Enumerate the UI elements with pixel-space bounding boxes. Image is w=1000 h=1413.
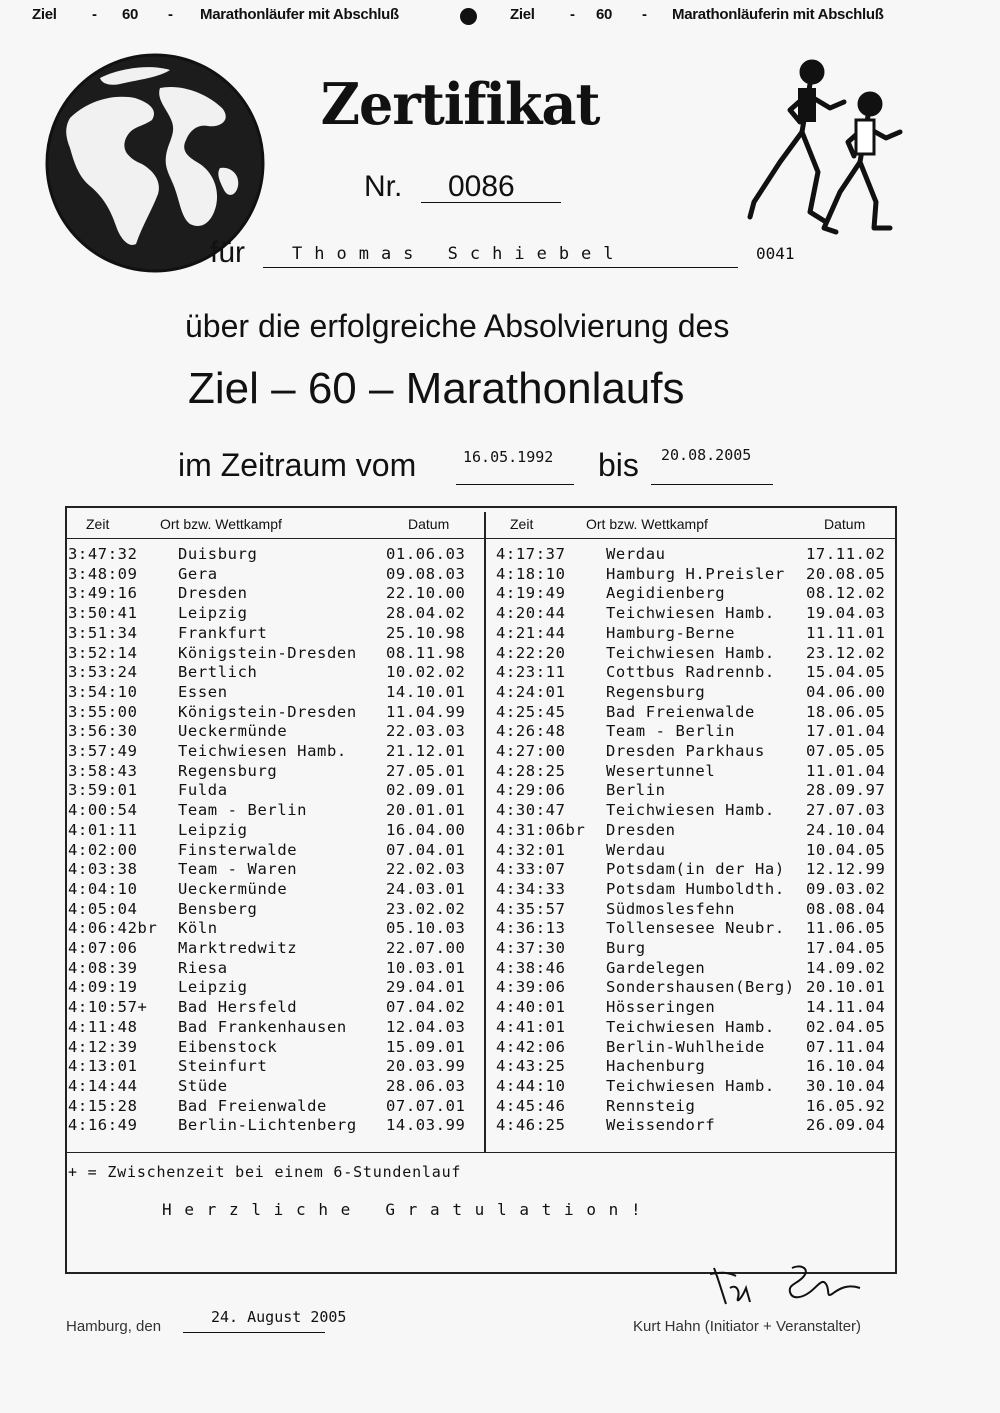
right-col-header-date: Datum xyxy=(824,516,866,532)
cell-date: 17.01.04 xyxy=(806,722,886,741)
cell-time: 4:32:01 xyxy=(496,840,566,859)
banner-left-dash2: - xyxy=(168,6,173,23)
cell-time: 4:26:48 xyxy=(496,722,566,741)
cell-date: 17.11.02 xyxy=(806,545,886,563)
cell-date: 20.08.05 xyxy=(806,564,886,583)
cell-date: 05.10.03 xyxy=(386,919,466,938)
cell-date: 25.10.98 xyxy=(386,623,466,642)
cell-place: Potsdam(in der Ha) xyxy=(606,860,785,879)
cell-date: 23.12.02 xyxy=(806,643,886,662)
cell-time: 4:00:54 xyxy=(68,801,138,820)
cell-time: 4:46:25 xyxy=(496,1116,566,1135)
left-col-header-place: Ort bzw. Wettkampf xyxy=(160,516,282,532)
cell-time: 4:21:44 xyxy=(496,623,566,642)
cell-date: 18.06.05 xyxy=(806,702,886,721)
cell-date: 10.04.05 xyxy=(806,840,886,859)
cell-time: 4:01:11 xyxy=(68,820,138,839)
banner-right-dash1: - xyxy=(570,6,575,23)
cell-date: 14.10.01 xyxy=(386,682,466,701)
cell-place: Stüde xyxy=(178,1076,228,1095)
cell-time: 4:36:13 xyxy=(496,919,566,938)
cell-place: Team - Berlin xyxy=(178,801,308,820)
cell-place: Fulda xyxy=(178,781,228,800)
cell-place: Bad Frankenhausen xyxy=(178,1017,347,1036)
right-col-header-place: Ort bzw. Wettkampf xyxy=(586,516,708,532)
cell-date: 15.04.05 xyxy=(806,663,886,682)
cell-date: 07.04.01 xyxy=(386,840,466,859)
cell-date: 20.10.01 xyxy=(806,978,886,997)
cell-date: 11.01.04 xyxy=(806,761,886,780)
cell-date: 16.05.92 xyxy=(806,1096,886,1115)
cell-date: 11.04.99 xyxy=(386,702,466,721)
cell-place: Hösseringen xyxy=(606,998,716,1017)
cell-date: 07.04.02 xyxy=(386,998,466,1017)
signer-name: Kurt Hahn (Initiator + Veranstalter) xyxy=(633,1318,862,1335)
cell-date: 02.04.05 xyxy=(806,1017,886,1036)
cell-time: 4:02:00 xyxy=(68,840,138,859)
cell-time: 3:59:01 xyxy=(68,781,138,800)
cell-date: 07.05.05 xyxy=(806,742,886,760)
cell-date: 20.03.99 xyxy=(386,1057,466,1076)
cell-place: Berlin-Lichtenberg xyxy=(178,1116,357,1135)
cell-place: Ueckermünde xyxy=(178,722,288,741)
cell-date: 22.03.03 xyxy=(386,722,466,741)
cell-place: Bertlich xyxy=(178,663,258,682)
cell-date: 07.07.01 xyxy=(386,1096,466,1115)
cell-time: 3:56:30 xyxy=(68,722,138,741)
cell-date: 27.05.01 xyxy=(386,761,466,780)
cell-place: Dresden Parkhaus xyxy=(606,742,765,760)
results-footer-divider xyxy=(65,1152,897,1153)
cell-place: Duisburg xyxy=(178,545,258,563)
recipient-line xyxy=(263,267,738,268)
signature xyxy=(700,1258,870,1318)
cell-time: 3:51:34 xyxy=(68,623,138,642)
banner-right-dash2: - xyxy=(642,6,647,23)
cell-time: 4:24:01 xyxy=(496,682,566,701)
cell-time: 4:30:47 xyxy=(496,801,566,820)
cell-time: 4:43:25 xyxy=(496,1057,566,1076)
event-name: Ziel – 60 – Marathonlaufs xyxy=(188,364,685,413)
cell-date: 20.01.01 xyxy=(386,801,466,820)
cell-place: Teichwiesen Hamb. xyxy=(606,604,775,623)
cell-date: 04.06.00 xyxy=(806,682,886,701)
banner-right-text: Marathonläuferin mit Abschluß xyxy=(672,6,884,23)
cell-place: Dresden xyxy=(178,584,248,603)
cell-place: Leipzig xyxy=(178,820,248,839)
cell-time: 4:41:01 xyxy=(496,1017,566,1036)
cell-time: 4:07:06 xyxy=(68,939,138,957)
cell-date: 28.09.97 xyxy=(806,781,886,800)
cell-time: 4:37:30 xyxy=(496,939,566,957)
cell-time: 4:39:06 xyxy=(496,978,566,997)
cell-time: 4:23:11 xyxy=(496,663,566,682)
cell-date: 28.06.03 xyxy=(386,1076,466,1095)
cell-time: 4:44:10 xyxy=(496,1076,566,1095)
cell-time: 4:12:39 xyxy=(68,1037,138,1056)
banner-left-60: 60 xyxy=(122,6,139,23)
cell-date: 02.09.01 xyxy=(386,781,466,800)
cell-date: 07.11.04 xyxy=(806,1037,886,1056)
cell-date: 10.02.02 xyxy=(386,663,466,682)
banner-right-60: 60 xyxy=(596,6,613,23)
cell-time: 4:13:01 xyxy=(68,1057,138,1076)
cell-time: 4:17:37 xyxy=(496,545,566,563)
footnote: + = Zwischenzeit bei einem 6-Stundenlauf xyxy=(68,1163,462,1181)
cell-place: Weissendorf xyxy=(606,1116,716,1135)
cell-date: 26.09.04 xyxy=(806,1116,886,1135)
cell-place: Wesertunnel xyxy=(606,761,716,780)
cell-date: 11.11.01 xyxy=(806,623,886,642)
cell-date: 11.06.05 xyxy=(806,919,886,938)
cell-time: 4:20:44 xyxy=(496,604,566,623)
cell-place: Marktredwitz xyxy=(178,939,298,957)
about-text: über die erfolgreiche Absolvierung des xyxy=(185,308,730,344)
cell-time: 3:52:14 xyxy=(68,643,138,662)
cell-place: Frankfurt xyxy=(178,623,268,642)
cell-place: Team - Berlin xyxy=(606,722,736,741)
cell-place: Rennsteig xyxy=(606,1096,696,1115)
cell-place: Leipzig xyxy=(178,604,248,623)
cell-date: 27.07.03 xyxy=(806,801,886,820)
cell-time: 4:34:33 xyxy=(496,879,566,898)
recipient-name: Thomas Schiebel xyxy=(292,244,626,264)
period-to-label: bis xyxy=(598,447,639,483)
cell-time: 4:14:44 xyxy=(68,1076,138,1095)
cell-date: 12.04.03 xyxy=(386,1017,466,1036)
cell-time: 4:06:42br xyxy=(68,919,158,938)
certificate-number-label: Nr. xyxy=(364,170,403,203)
cell-time: 4:31:06br xyxy=(496,820,586,839)
cell-time: 3:55:00 xyxy=(68,702,138,721)
cell-place: Berlin-Wuhlheide xyxy=(606,1037,765,1056)
cell-date: 21.12.01 xyxy=(386,742,466,760)
cell-place: Teichwiesen Hamb. xyxy=(606,643,775,662)
cell-place: Eibenstock xyxy=(178,1037,278,1056)
cell-place: Gera xyxy=(178,564,218,583)
cell-place: Gardelegen xyxy=(606,958,706,977)
cell-time: 4:35:57 xyxy=(496,899,566,918)
results-header-divider xyxy=(65,538,897,539)
cell-time: 3:47:32 xyxy=(68,545,138,563)
right-col-header-time: Zeit xyxy=(510,516,534,532)
cell-place: Teichwiesen Hamb. xyxy=(606,1076,775,1095)
cell-time: 4:25:45 xyxy=(496,702,566,721)
cell-time: 4:45:46 xyxy=(496,1096,566,1115)
period-from: 16.05.1992 xyxy=(463,448,554,466)
period-label: im Zeitraum vom xyxy=(178,447,417,483)
cell-place: Regensburg xyxy=(178,761,278,780)
cell-date: 08.11.98 xyxy=(386,643,466,662)
cell-place: Leipzig xyxy=(178,978,248,997)
banner-left-text: Marathonläufer mit Abschluß xyxy=(200,6,399,23)
banner-left-ziel: Ziel xyxy=(32,6,57,23)
cell-place: Hamburg H.Preisler xyxy=(606,564,785,583)
cell-place: Tollensesee Neubr. xyxy=(606,919,785,938)
cell-time: 4:16:49 xyxy=(68,1116,138,1135)
cell-date: 24.10.04 xyxy=(806,820,886,839)
cell-time: 4:05:04 xyxy=(68,899,138,918)
cell-time: 3:49:16 xyxy=(68,584,138,603)
footer-place-label: Hamburg, den xyxy=(66,1318,162,1335)
page-title: Zertifikat xyxy=(320,70,600,138)
cell-date: 12.12.99 xyxy=(806,860,886,879)
cell-place: Teichwiesen Hamb. xyxy=(178,742,347,760)
cell-date: 22.10.00 xyxy=(386,584,466,603)
cell-place: Potsdam Humboldth. xyxy=(606,879,785,898)
cell-date: 22.07.00 xyxy=(386,939,466,957)
cell-date: 22.02.03 xyxy=(386,860,466,879)
cell-date: 01.06.03 xyxy=(386,545,466,563)
cell-date: 09.03.02 xyxy=(806,879,886,898)
cell-time: 4:15:28 xyxy=(68,1096,138,1115)
cell-time: 4:10:57+ xyxy=(68,998,148,1017)
cell-date: 23.02.02 xyxy=(386,899,466,918)
cell-place: Cottbus Radrennb. xyxy=(606,663,775,682)
cell-time: 3:54:10 xyxy=(68,682,138,701)
cell-place: Burg xyxy=(606,939,646,957)
cell-place: Bad Freienwalde xyxy=(178,1096,327,1115)
cell-place: Königstein-Dresden xyxy=(178,643,357,662)
cell-date: 30.10.04 xyxy=(806,1076,886,1095)
cell-place: Bad Hersfeld xyxy=(178,998,298,1017)
header-banner xyxy=(0,2,1000,30)
period-from-line xyxy=(456,484,574,485)
cell-time: 4:04:10 xyxy=(68,879,138,898)
cell-time: 4:27:00 xyxy=(496,742,566,760)
cell-date: 16.04.00 xyxy=(386,820,466,839)
cell-time: 4:11:48 xyxy=(68,1017,138,1036)
cell-time: 4:29:06 xyxy=(496,781,566,800)
cell-place: Werdau xyxy=(606,840,666,859)
cell-place: Bensberg xyxy=(178,899,258,918)
cell-place: Bad Freienwalde xyxy=(606,702,755,721)
banner-left-dash1: - xyxy=(92,6,97,23)
cell-place: Riesa xyxy=(178,958,228,977)
certificate-number: 0086 xyxy=(448,170,515,203)
cell-time: 4:42:06 xyxy=(496,1037,566,1056)
cell-place: Aegidienberg xyxy=(606,584,726,603)
cell-place: Essen xyxy=(178,682,228,701)
cell-place: Team - Waren xyxy=(178,860,298,879)
cell-place: Teichwiesen Hamb. xyxy=(606,801,775,820)
cell-place: Südmoslesfehn xyxy=(606,899,736,918)
cell-place: Sondershausen(Berg) xyxy=(606,978,795,997)
cell-place: Finsterwalde xyxy=(178,840,298,859)
cell-place: Hachenburg xyxy=(606,1057,706,1076)
cell-time: 4:18:10 xyxy=(496,564,566,583)
bullet-dot xyxy=(460,8,477,25)
cell-place: Hamburg-Berne xyxy=(606,623,736,642)
cell-place: Teichwiesen Hamb. xyxy=(606,1017,775,1036)
cell-time: 3:48:09 xyxy=(68,564,138,583)
cell-place: Regensburg xyxy=(606,682,706,701)
cell-date: 29.04.01 xyxy=(386,978,466,997)
recipient-id: 0041 xyxy=(756,244,795,263)
cell-date: 14.03.99 xyxy=(386,1116,466,1135)
cell-time: 4:28:25 xyxy=(496,761,566,780)
cell-time: 4:03:38 xyxy=(68,860,138,879)
left-col-header-time: Zeit xyxy=(86,516,110,532)
cell-place: Berlin xyxy=(606,781,666,800)
cell-place: Königstein-Dresden xyxy=(178,702,357,721)
cell-date: 09.08.03 xyxy=(386,564,466,583)
cell-place: Werdau xyxy=(606,545,666,563)
cell-date: 15.09.01 xyxy=(386,1037,466,1056)
cell-date: 14.09.02 xyxy=(806,958,886,977)
footer-date: 24. August 2005 xyxy=(211,1308,347,1326)
cell-date: 17.04.05 xyxy=(806,939,886,957)
banner-right-ziel: Ziel xyxy=(510,6,535,23)
cell-time: 4:33:07 xyxy=(496,860,566,879)
footer-date-line xyxy=(183,1332,325,1333)
period-to: 20.08.2005 xyxy=(661,446,752,464)
cell-time: 4:38:46 xyxy=(496,958,566,977)
congratulations: Herzliche Gratulation! xyxy=(162,1200,654,1219)
cell-time: 3:53:24 xyxy=(68,663,138,682)
cell-place: Ueckermünde xyxy=(178,879,288,898)
cell-date: 10.03.01 xyxy=(386,958,466,977)
cell-date: 14.11.04 xyxy=(806,998,886,1017)
cell-time: 4:08:39 xyxy=(68,958,138,977)
cell-place: Steinfurt xyxy=(178,1057,268,1076)
cell-date: 08.12.02 xyxy=(806,584,886,603)
cell-time: 4:40:01 xyxy=(496,998,566,1017)
left-col-header-date: Datum xyxy=(408,516,450,532)
results-column-divider xyxy=(484,512,486,1152)
cell-time: 4:19:49 xyxy=(496,584,566,603)
cell-time: 3:50:41 xyxy=(68,604,138,623)
cell-place: Köln xyxy=(178,919,218,938)
cell-date: 19.04.03 xyxy=(806,604,886,623)
cell-date: 24.03.01 xyxy=(386,879,466,898)
cell-date: 28.04.02 xyxy=(386,604,466,623)
cell-date: 16.10.04 xyxy=(806,1057,886,1076)
cell-time: 4:22:20 xyxy=(496,643,566,662)
cell-place: Dresden xyxy=(606,820,676,839)
cell-time: 4:09:19 xyxy=(68,978,138,997)
cell-time: 3:58:43 xyxy=(68,761,138,780)
cell-time: 3:57:49 xyxy=(68,742,138,760)
period-to-line xyxy=(651,484,773,485)
cell-date: 08.08.04 xyxy=(806,899,886,918)
recipient-label: für xyxy=(210,236,246,269)
runners-icon xyxy=(740,52,910,242)
